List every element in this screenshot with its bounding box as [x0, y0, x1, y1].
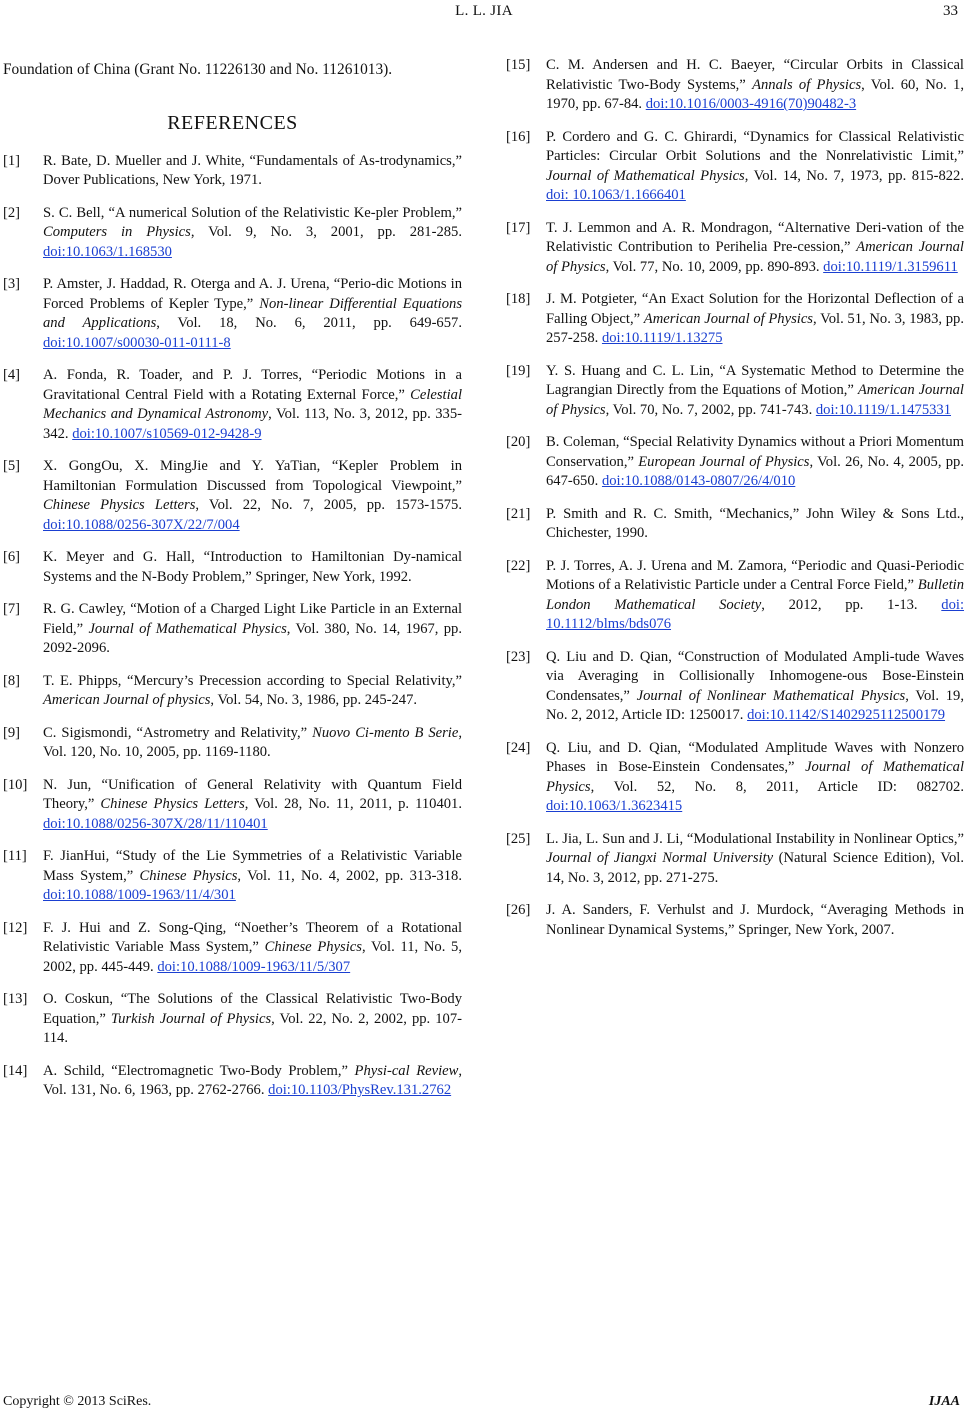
reference-details: , Vol. 11, No. 4, 2002, pp. 313-318. [237, 867, 462, 884]
reference-journal: Journal of Mathematical Physics [546, 167, 745, 184]
reference-number: [6] [3, 549, 21, 565]
reference-item [506, 505, 964, 544]
reference-citation: Y. S. Huang and C. L. Lin, “A Systematic Method to Determine the Lagrangian Directly from the Equations of Motion,” [546, 362, 964, 398]
reference-number: [15] [506, 57, 531, 73]
reference-details: , Vol. 18, No. 6, 2011, pp. 649-657. [156, 315, 462, 331]
reference-details: , Vol. 22, No. 2, 2002, pp. 107-114. [43, 1010, 462, 1046]
reference-journal: Turkish Journal of Physics [110, 1010, 272, 1027]
reference-text [43, 672, 462, 711]
reference-item [506, 433, 964, 492]
reference-item [3, 600, 462, 659]
running-head [0, 2, 968, 24]
reference-list-left [3, 152, 462, 1101]
reference-item [506, 219, 964, 278]
running-head-author: L. L. JIA [455, 3, 513, 19]
reference-doi-link[interactable]: doi:10.1119/1.1475331 [815, 401, 952, 418]
reference-item [3, 152, 462, 191]
reference-item [506, 290, 964, 349]
reference-citation: T. E. Phipps, “Mercury’s Precession according to Special Relativity,” [43, 672, 462, 689]
reference-details: , Vol. 22, No. 7, 2005, pp. 1573-1575. [195, 497, 462, 513]
reference-text [43, 919, 462, 978]
reference-citation: A. Schild, “Electromagnetic Two-Body Problem,” [43, 1062, 355, 1079]
reference-item [506, 56, 964, 115]
reference-citation: B. Coleman, “Special Relativity Dynamics without a Priori Momentum Conservation,” [546, 434, 964, 470]
reference-doi-link[interactable]: doi:10.1088/0143-0807/26/4/010 [601, 473, 796, 489]
page-footer [0, 1392, 968, 1412]
reference-details: , Vol. 380, No. 14, 1967, pp. 2092-2096. [43, 620, 462, 656]
reference-citation: T. J. Lemmon and A. R. Mondragon, “Alternative Deri-vation of the Relativistic Contribution to Perihelia Pre-cession,” [546, 219, 964, 255]
reference-details: , 2012, pp. 1-13. [761, 596, 942, 613]
reference-citation: Q. Liu and D. Qian, “Construction of Modulated Ampli-tude Waves via Averaging in Collisionally Inhomogene-ous Bose-Einstein Condensates,” [546, 648, 964, 704]
reference-number: [22] [506, 557, 531, 574]
reference-number: [17] [506, 219, 531, 236]
reference-text [43, 847, 462, 906]
reference-citation: N. Jun, “Unification of General Relativity with Quantum Field Theory,” [43, 776, 462, 812]
reference-doi-link[interactable]: doi:10.1088/0256-307X/22/7/004 [43, 516, 240, 533]
reference-item [506, 739, 964, 817]
reference-journal: Journal of Nonlinear Mathematical Physics [636, 687, 906, 704]
reference-citation: O. Coskun, “The Solutions of the Classical Relativistic Two-Body Equation,” [43, 991, 462, 1027]
reference-journal: European Journal of Physics [638, 453, 810, 470]
reference-doi-link[interactable]: doi:10.1007/s10569-012-9428-9 [72, 425, 262, 442]
reference-journal: American Journal of Physics [643, 310, 813, 327]
reference-details: , Vol. 131, No. 6, 1963, pp. 2762-2766. [43, 1062, 462, 1098]
reference-number: [3] [3, 276, 21, 292]
reference-number: [4] [3, 367, 21, 383]
reference-text [546, 219, 964, 278]
reference-journal: Celestial Mechanics and Dynamical Astronomy [43, 386, 462, 422]
reference-details: , Vol. 28, No. 11, 2011, p. 110401. [244, 796, 463, 812]
reference-item [506, 830, 964, 889]
reference-doi-link[interactable]: doi:10.1119/1.13275 [601, 330, 723, 346]
reference-doi-link[interactable]: doi:10.1088/0256-307X/28/11/110401 [43, 815, 268, 832]
reference-list-right [506, 56, 964, 940]
reference-item [3, 847, 462, 906]
reference-citation: K. Meyer and G. Hall, “Introduction to Hamiltonian Dy-namical Systems and the N-Body Problem,” Springer, New York, 1992. [43, 549, 462, 585]
reference-journal: American Journal of Physics [546, 239, 964, 275]
reference-details: , Vol. 113, No. 3, 2012, pp. 335-342. [43, 406, 462, 442]
reference-number: [10] [3, 776, 28, 793]
reference-number: [24] [506, 739, 531, 756]
reference-journal: American Journal of physics [43, 692, 211, 708]
reference-details: , Vol. 70, No. 7, 2002, pp. 741-743. [605, 401, 816, 418]
reference-journal: Chinese Physics Letters [100, 796, 245, 812]
reference-item [3, 366, 462, 444]
page-number: 33 [943, 3, 958, 19]
reference-number: [21] [506, 505, 531, 522]
reference-text [43, 990, 462, 1049]
reference-text [546, 362, 964, 421]
reference-journal: Journal of Jiangxi Normal University [546, 850, 774, 866]
footer-journal: IJAA [928, 1394, 960, 1409]
reference-number: [16] [506, 128, 531, 145]
reference-citation: C. M. Andersen and H. C. Baeyer, “Circular Orbits in Classical Relativistic Two-Body Systems,” [546, 57, 964, 93]
reference-details: , Vol. 14, No. 7, 1973, pp. 815-822. [744, 167, 964, 184]
reference-text [546, 901, 964, 940]
reference-text [43, 152, 462, 191]
reference-journal: Bulletin London Mathematical Society [546, 577, 964, 613]
reference-journal: Chinese Physics [264, 939, 362, 955]
reference-journal: Journal of Mathematical Physics [546, 759, 964, 795]
reference-citation: P. Amster, J. Haddad, R. Oterga and A. J. Urena, “Perio-dic Motions in Forced Problems of Kepler Type,” [43, 276, 462, 312]
reference-item [506, 128, 964, 206]
reference-citation: R. G. Cawley, “Motion of a Charged Light Like Particle in an External Field,” [43, 601, 462, 637]
reference-item [3, 457, 462, 535]
reference-text [546, 56, 964, 115]
right-column [506, 56, 964, 953]
reference-details: , Vol. 26, No. 4, 2005, pp. 647-650. [546, 453, 964, 489]
reference-details: , Vol. 19, No. 2, 2012, Article ID: 1250017. [546, 687, 964, 723]
intro-text: Foundation of China (Grant No. 11226130 and No. 11261013). [3, 61, 393, 78]
reference-text [43, 1062, 462, 1101]
reference-text [43, 204, 462, 263]
reference-text [43, 776, 462, 835]
reference-text [43, 724, 462, 763]
reference-citation: J. M. Potgieter, “An Exact Solution for the Horizontal Deflection of a Falling Object,” [546, 291, 964, 327]
reference-citation: P. Smith and R. C. Smith, “Mechanics,” John Wiley & Sons Ltd., Chichester, 1990. [546, 505, 964, 541]
reference-item [3, 548, 462, 587]
reference-citation: L. Jia, L. Sun and J. Li, “Modulational Instability in Nonlinear Optics,” [546, 830, 964, 847]
reference-journal: Chinese Physics Letters [43, 497, 196, 513]
reference-doi-link[interactable]: doi:10.1103/PhysRev.131.2762 [268, 1082, 452, 1098]
reference-details: (Natural Science Edition), Vol. 14, No. 3, 2012, pp. 271-275. [546, 850, 964, 886]
reference-details: , Vol. 54, No. 3, 1986, pp. 245-247. [210, 692, 418, 708]
reference-journal: Chinese Physics [139, 867, 238, 884]
reference-journal: Non-linear Differential Equations and Applications [43, 295, 462, 331]
reference-number: [13] [3, 991, 28, 1007]
reference-citation: S. C. Bell, “A numerical Solution of the Relativistic Ke-pler Problem,” [43, 204, 462, 221]
reference-number: [19] [506, 362, 531, 379]
reference-citation: P. J. Torres, A. J. Urena and M. Zamora, “Periodic and Quasi-Periodic Motions of a Relativistic Particle under a Central Force Field,” [546, 557, 964, 593]
reference-text [43, 548, 462, 587]
reference-item [3, 204, 462, 263]
reference-details: , Vol. 51, No. 3, 1983, pp. 257-258. [546, 310, 964, 346]
reference-text [43, 275, 462, 353]
reference-citation: F. JianHui, “Study of the Lie Symmetries of a Relativistic Variable Mass System,” [43, 848, 462, 884]
reference-details: , Vol. 120, No. 10, 2005, pp. 1169-1180. [43, 724, 462, 760]
reference-doi-link[interactable]: doi:10.1016/0003-4916(70)90482-3 [645, 96, 857, 112]
reference-text [43, 600, 462, 659]
reference-journal: Nuovo Ci-mento B Serie [312, 724, 459, 741]
reference-journal: Computers in Physics [43, 224, 191, 240]
reference-doi-link[interactable]: doi:10.1119/1.3159611 [823, 258, 958, 275]
reference-number: [23] [506, 648, 531, 665]
reference-journal: Journal of Mathematical Physics [88, 620, 287, 637]
reference-number: [7] [3, 601, 21, 617]
reference-text [43, 366, 462, 444]
reference-details: , Vol. 77, No. 10, 2009, pp. 890-893. [605, 258, 824, 275]
reference-number: [11] [3, 848, 27, 864]
reference-doi-link[interactable]: doi:10.1088/1009-1963/11/4/301 [43, 887, 236, 903]
reference-number: [12] [3, 919, 28, 936]
reference-doi-link[interactable]: doi: 10.1112/blms/bds076 [546, 596, 964, 632]
reference-doi-link[interactable]: doi:10.1088/1009-1963/11/5/307 [157, 958, 351, 975]
reference-citation: C. Sigismondi, “Astrometry and Relativity,” [43, 724, 313, 741]
reference-doi-link[interactable]: doi: 10.1063/1.1666401 [546, 187, 686, 203]
reference-doi-link[interactable]: doi:10.1007/s00030-011-0111-8 [43, 334, 231, 351]
reference-text [546, 128, 964, 206]
reference-text [546, 433, 964, 492]
reference-text [546, 739, 964, 817]
reference-number: [20] [506, 434, 531, 450]
reference-item [3, 990, 462, 1049]
reference-text [546, 830, 964, 889]
reference-number: [18] [506, 291, 531, 307]
reference-details: , Vol. 52, No. 8, 2011, Article ID: 082702. [590, 778, 964, 795]
footer-copyright: Copyright © 2013 SciRes. [3, 1394, 152, 1409]
reference-item [506, 648, 964, 726]
reference-doi-link[interactable]: doi:10.1063/1.3623415 [546, 798, 683, 814]
reference-number: [26] [506, 902, 531, 918]
reference-number: [14] [3, 1062, 28, 1079]
reference-text [546, 648, 964, 726]
reference-journal: Annals of Physics [752, 76, 862, 93]
reference-item [506, 901, 964, 940]
reference-number: [25] [506, 830, 531, 847]
reference-item [3, 776, 462, 835]
reference-text [43, 457, 462, 535]
reference-item [3, 724, 462, 763]
reference-item [506, 557, 964, 635]
reference-item [3, 1062, 462, 1101]
reference-number: [8] [3, 672, 21, 689]
reference-number: [1] [3, 152, 21, 169]
reference-citation: X. GongOu, X. MingJie and Y. YaTian, “Kepler Problem in Hamiltonian Formulation Discussed from Topological Viewpoint,” [43, 458, 462, 494]
reference-number: [5] [3, 458, 21, 474]
reference-citation: J. A. Sanders, F. Verhulst and J. Murdock, “Averaging Methods in Nonlinear Dynamical Systems,” Springer, New York, 2007. [546, 902, 964, 938]
reference-citation: R. Bate, D. Mueller and J. White, “Fundamentals of As-trodynamics,” Dover Publications, New York, 1971. [43, 152, 462, 188]
reference-citation: Q. Liu, and D. Qian, “Modulated Amplitude Waves with Nonzero Phases in Bose-Einstein Condensates,” [546, 739, 964, 775]
reference-journal: American Journal of Physics [546, 382, 964, 418]
reference-item [506, 362, 964, 421]
reference-text [546, 505, 964, 544]
reference-doi-link[interactable]: doi:10.1142/S1402925112500179 [747, 707, 946, 723]
reference-details: , Vol. 11, No. 5, 2002, pp. 445-449. [43, 939, 463, 975]
reference-citation: A. Fonda, R. Toader, and P. J. Torres, “Periodic Motions in a Gravitational Central Field with a Rotating External Force,” [43, 367, 462, 403]
reference-doi-link[interactable]: doi:10.1063/1.168530 [43, 243, 172, 260]
reference-number: [2] [3, 204, 21, 221]
reference-citation: P. Cordero and G. C. Ghirardi, “Dynamics for Classical Relativistic Particles: Circular Orbit Solutions and the Nonrelativistic Limit,” [546, 128, 964, 164]
reference-number: [9] [3, 724, 21, 741]
reference-item [3, 275, 462, 353]
reference-text [546, 290, 964, 349]
reference-details: , Vol. 9, No. 3, 2001, pp. 281-285. [190, 224, 462, 240]
reference-journal: Physi-cal Review [354, 1062, 459, 1079]
reference-text [546, 557, 964, 635]
reference-details: , Vol. 60, No. 1, 1970, pp. 67-84. [546, 76, 964, 112]
reference-citation: F. J. Hui and Z. Song-Qing, “Noether’s Theorem of a Rotational Relativistic Variable Mass System,” [43, 919, 462, 955]
reference-item [3, 672, 462, 711]
references-heading: REFERENCES [167, 112, 298, 134]
reference-item [3, 919, 462, 978]
left-column [3, 58, 462, 1114]
